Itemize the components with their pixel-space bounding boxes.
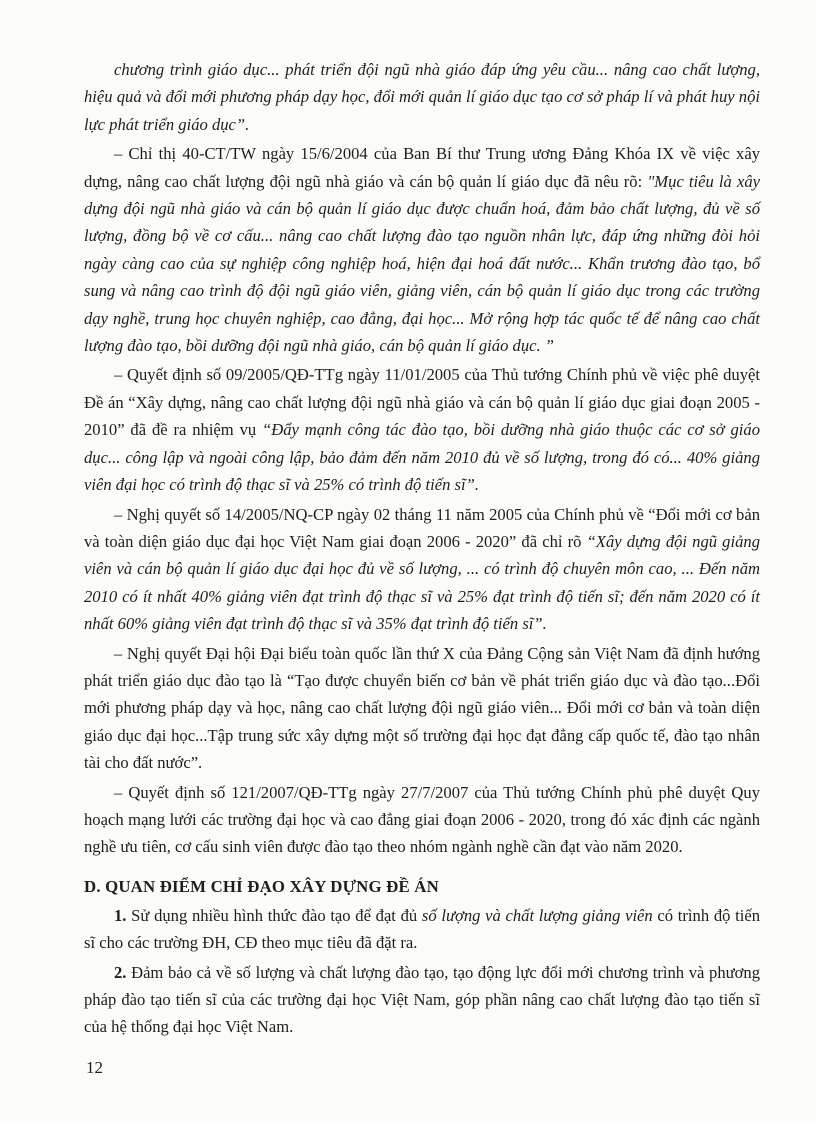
paragraph-quyet-dinh-121 bbox=[84, 779, 760, 861]
page-number: 12 bbox=[86, 1058, 103, 1077]
paragraph-chi-thi-40 bbox=[84, 140, 760, 359]
guiding-points bbox=[84, 902, 760, 1041]
point-text: có trình độ tiến sĩ cho các trường ĐH, CĐ theo mục tiêu đã đặt ra. bbox=[84, 905, 760, 953]
paragraph-text: – Chỉ thị 40-CT/TW ngày 15/6/2004 của Ban Bí thư Trung ương Đảng Khóa IX về việc xây dựng, nâng cao chất lượng đội ngũ nhà giáo và cán bộ quản lí giáo dục đã nêu rõ: bbox=[84, 144, 760, 191]
guiding-point-1 bbox=[84, 902, 760, 957]
body-text bbox=[84, 56, 760, 861]
section-heading: D. QUAN ĐIỂM CHỈ ĐẠO XÂY DỰNG ĐỀ ÁN bbox=[84, 876, 439, 896]
paragraph-text: – Nghị quyết số 14/2005/NQ-CP ngày 02 tháng 11 năm 2005 của Chính phủ về “Đổi mới cơ bản và toàn diện giáo dục đại học Việt Nam giai đoạn 2006 - 2020” đã chỉ rõ bbox=[84, 504, 760, 551]
paragraph-text: – Nghị quyết Đại hội Đại biểu toàn quốc lần thứ X của Đảng Cộng sản Việt Nam đã định hướng phát triển giáo dục đào tạo là “Tạo được chuyển biến cơ bản về phát triển giáo dục và đào tạo...Đổi mới phương pháp dạy và học, nâng cao chất lượng đội ngũ giáo viên... Đổi mới cơ bản và toàn diện giáo dục đại học...Tập trung sức xây dựng một số trường đại học đạt đẳng cấp quốc tế, đào tạo nhân tài cho đất nước”. bbox=[84, 643, 760, 773]
point-text: Sử dụng nhiều hình thức đào tạo để đạt đủ bbox=[126, 905, 422, 925]
guiding-point-2 bbox=[84, 959, 760, 1041]
paragraph-text: “Đẩy mạnh công tác đào tạo, bồi dưỡng nhà giáo thuộc các cơ sở giáo dục... công lập và ngoài công lập, bảo đảm đến năm 2010 đủ về số lượng, trong đó có... 40% giảng viên đại học có trình độ thạc sĩ và 25% có trình độ tiến sĩ”. bbox=[84, 420, 760, 495]
paragraph-quyet-dinh-09 bbox=[84, 361, 760, 498]
point-text: Đảm bảo cả về số lượng và chất lượng đào tạo, tạo động lực đổi mới chương trình và phương pháp đào tạo tiến sĩ của các trường đại học Việt Nam, góp phần nâng cao chất lượng đào tạo tiến sĩ của hệ thống đại học Việt Nam. bbox=[84, 962, 760, 1037]
paragraph-intro-quote-continuation bbox=[84, 56, 760, 138]
paragraph-text: "Mục tiêu là xây dựng đội ngũ nhà giáo và cán bộ quản lí giáo dục được chuẩn hoá, đảm bảo chất lượng, đủ về số lượng, đồng bộ về cơ cấu... nâng cao chất lượng đào tạo nguồn nhân lực, đáp ứng những đòi hỏi ngày càng cao của sự nghiệp công nghiệp hoá, hiện đại hoá đất nước... Khẩn trương đào tạo, bổ sung và nâng cao trình độ đội ngũ giáo viên, giảng viên, cán bộ quản lí giáo dục trong các trường dạy nghề, trung học chuyên nghiệp, cao đẳng, đại học... Mở rộng hợp tác quốc tế để nâng cao chất lượng đào tạo, bồi dưỡng đội ngũ nhà giáo, cán bộ quản lí giáo dục. ” bbox=[84, 171, 760, 356]
paragraph-text: chương trình giáo dục... phát triển đội ngũ nhà giáo đáp ứng yêu cầu... nâng cao chất lượng, hiệu quả và đổi mới phương pháp dạy học, đổi mới quản lí giáo dục tạo cơ sở pháp lí và phát huy nội lực phát triển giáo dục”. bbox=[84, 60, 760, 134]
paragraph-text: – Quyết định số 09/2005/QĐ-TTg ngày 11/01/2005 của Thủ tướng Chính phủ về việc phê duyệt Đề án “Xây dựng, nâng cao chất lượng đội ngũ nhà giáo và cán bộ quản lí giáo dục giai đoạn 2005 - 2010” đã đề ra nhiệm vụ bbox=[84, 365, 760, 440]
point-number: 2. bbox=[114, 962, 127, 982]
paragraph-nghi-quyet-dai-hoi-x bbox=[84, 640, 760, 777]
paragraph-text: – Quyết định số 121/2007/QĐ-TTg ngày 27/7/2007 của Thủ tướng Chính phủ phê duyệt Quy hoạch mạng lưới các trường đại học và cao đẳng giai đoạn 2006 - 2020, trong đó xác định các ngành nghề ưu tiên, cơ cấu sinh viên được đào tạo theo nhóm ngành nghề cần đạt vào năm 2020. bbox=[84, 782, 760, 857]
paragraph-text: “Xây dựng đội ngũ giảng viên và cán bộ quản lí giáo dục đại học đủ về số lượng, ... có trình độ chuyên môn cao, ... Đến năm 2010 có ít nhất 40% giảng viên đạt trình độ thạc sĩ và 25% đạt trình độ tiến sĩ; đến năm 2020 có ít nhất 60% giảng viên đạt trình độ thạc sĩ và 35% đạt trình độ tiến sĩ”. bbox=[84, 531, 760, 634]
paragraph-nghi-quyet-14 bbox=[84, 501, 760, 638]
point-text: số lượng và chất lượng giảng viên bbox=[421, 905, 653, 925]
point-number: 1. bbox=[114, 905, 127, 925]
